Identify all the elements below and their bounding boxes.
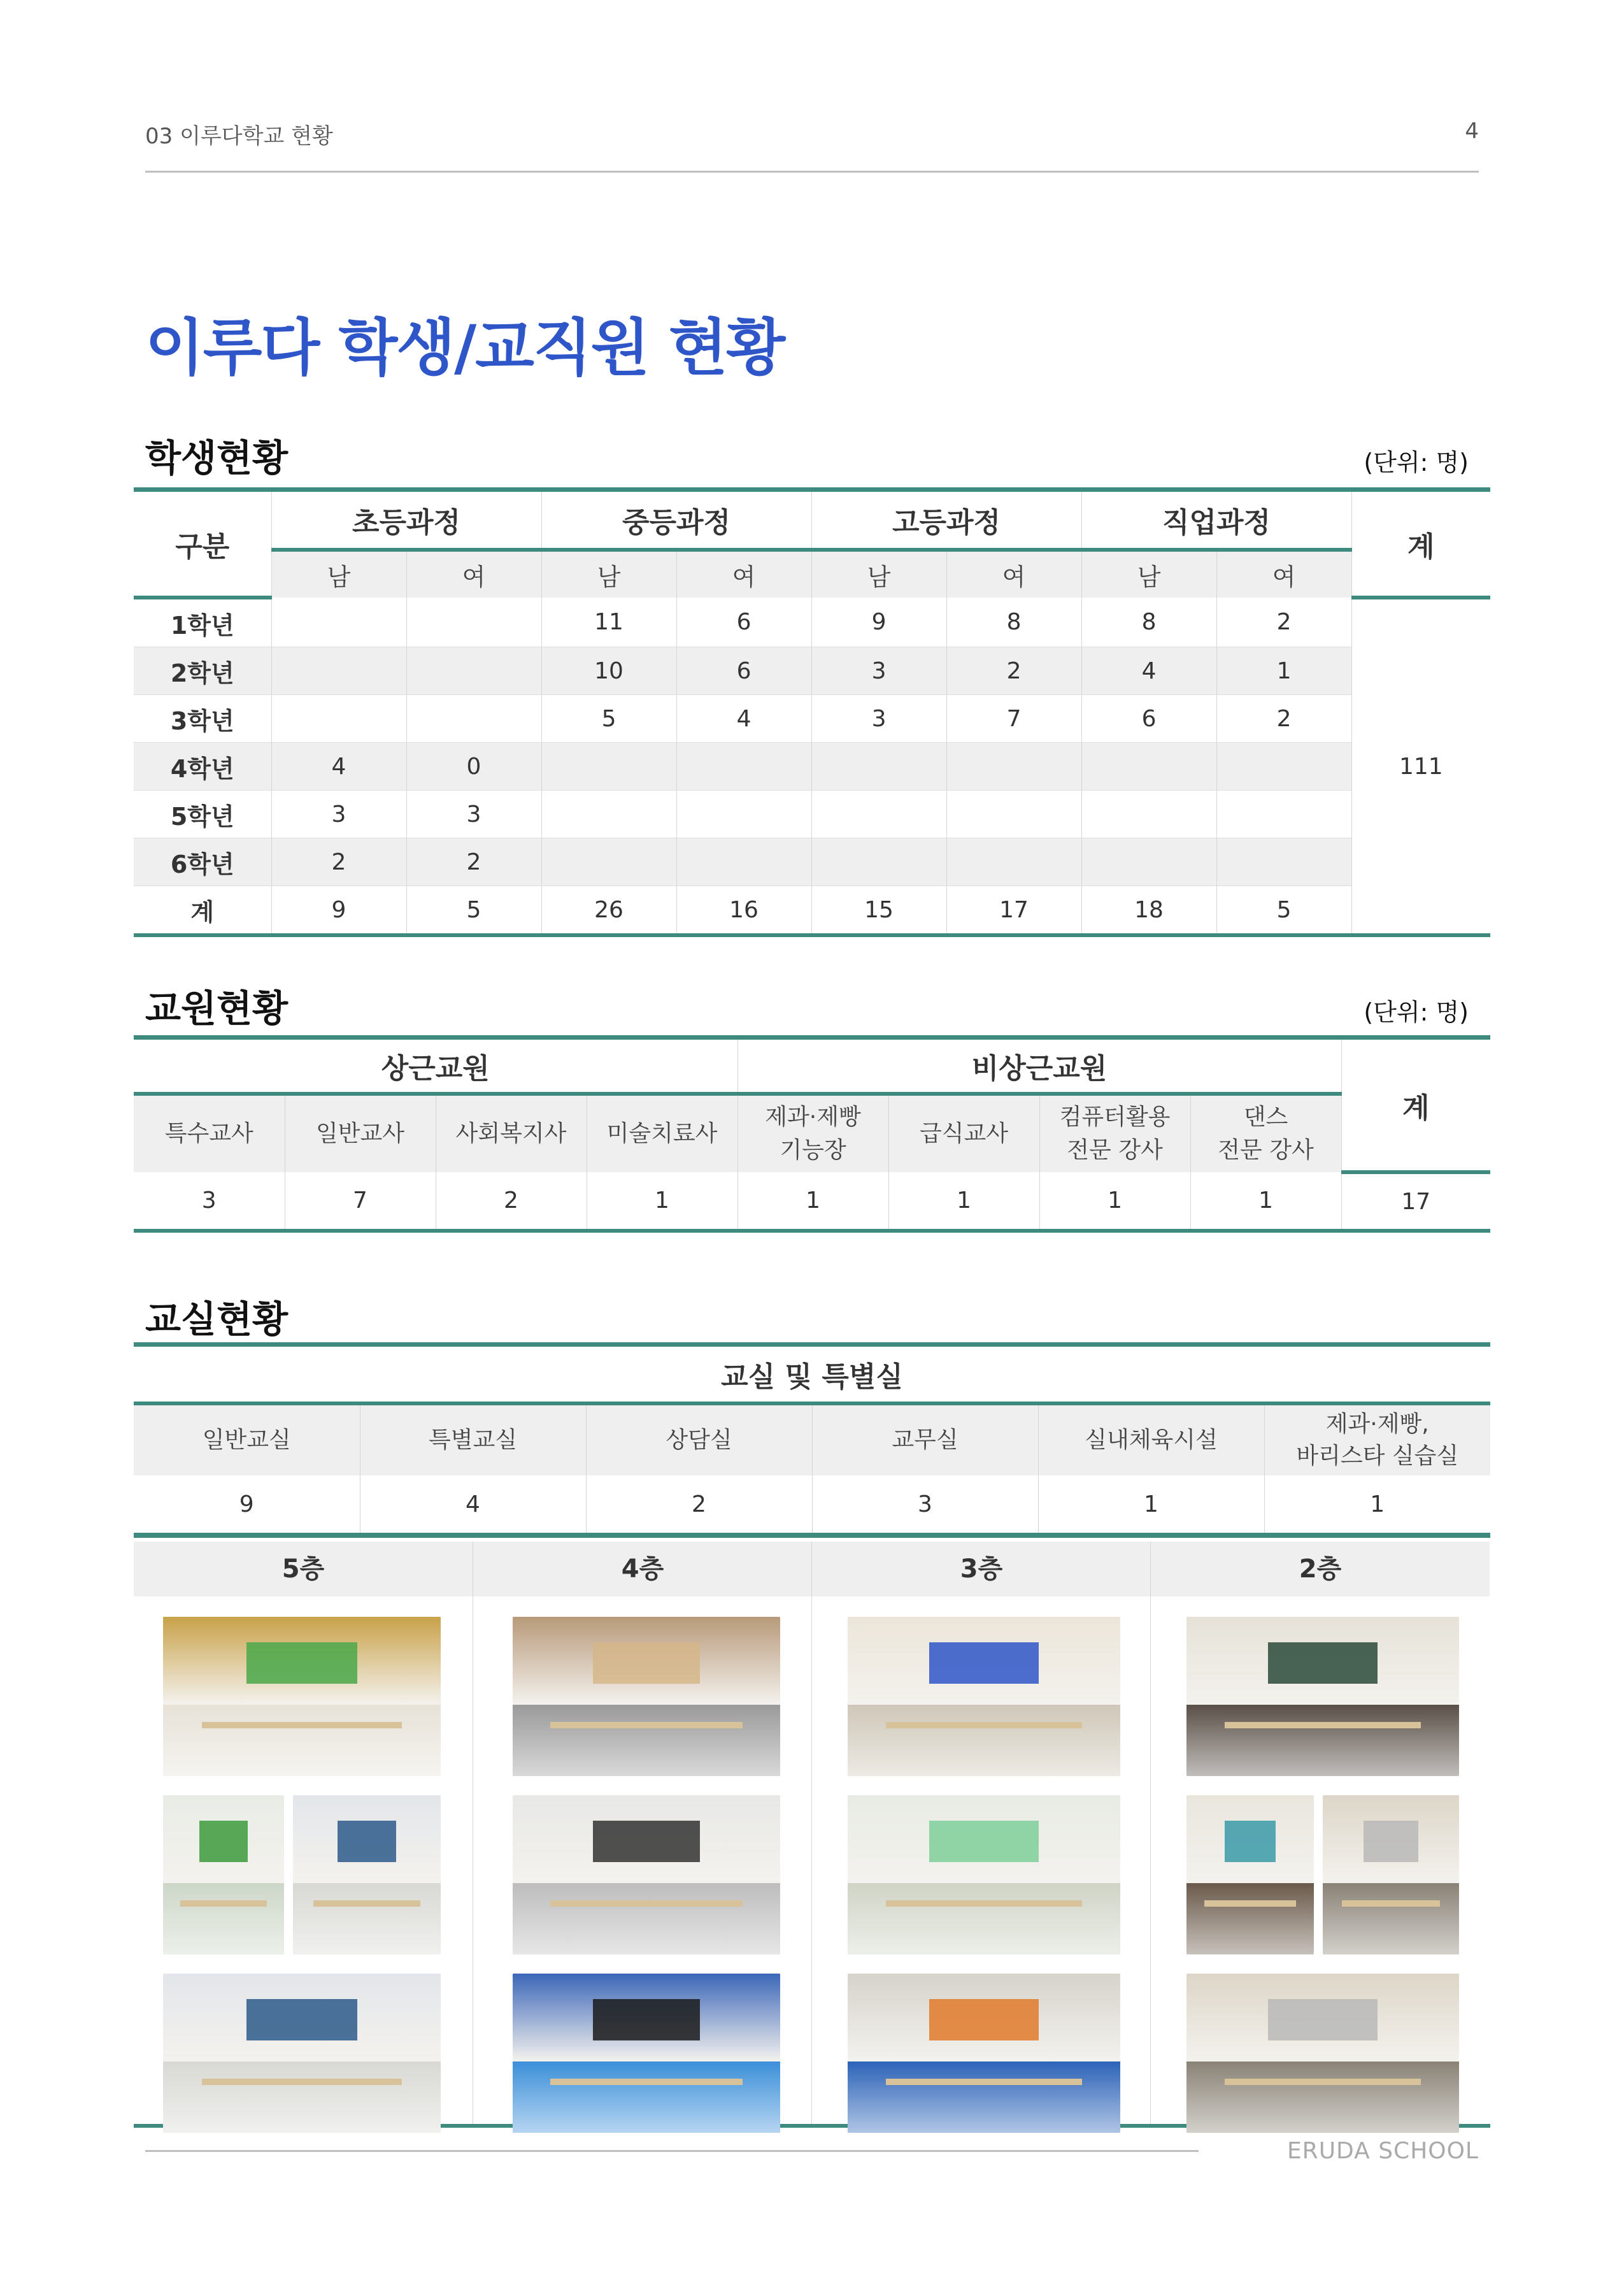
photo-floor xyxy=(848,2061,1120,2133)
room-type-header xyxy=(360,1403,586,1475)
teacher-role-header xyxy=(888,1094,1039,1172)
student-count-cell xyxy=(1081,743,1216,791)
student-count-cell xyxy=(676,838,811,886)
room-photo xyxy=(163,1617,441,1776)
student-row xyxy=(134,647,1490,695)
student-count-cell xyxy=(946,838,1081,886)
room-count-cell: 4 xyxy=(360,1475,586,1535)
photo-board xyxy=(1364,1821,1418,1862)
photo-floor xyxy=(848,1883,1120,1955)
student-count-cell xyxy=(271,647,406,695)
teacher-count-cell: 1 xyxy=(888,1172,1039,1231)
room-type-header xyxy=(134,1403,360,1475)
photo-board xyxy=(929,1999,1038,2040)
teacher-total-cell: 17 xyxy=(1341,1172,1490,1231)
group-header-elementary: 초등과정 xyxy=(271,490,541,550)
teacher-count-cell: 1 xyxy=(737,1172,888,1231)
photo-floor xyxy=(163,1705,441,1777)
photo-board xyxy=(199,1821,248,1862)
student-count-cell xyxy=(406,598,541,647)
student-count-cell: 5 xyxy=(541,695,676,743)
student-count-cell xyxy=(541,743,676,791)
photo-board xyxy=(1225,1821,1276,1862)
room-photo xyxy=(293,1795,441,1954)
student-count-cell: 9 xyxy=(271,886,406,936)
teacher-role-header xyxy=(134,1094,285,1172)
col-label-header: 구분 xyxy=(134,490,271,598)
student-count-cell: 2 xyxy=(1216,695,1351,743)
photo-desk xyxy=(886,1722,1082,1728)
room-type-line: 교무실 xyxy=(892,1427,958,1453)
student-table xyxy=(134,487,1490,937)
student-row xyxy=(134,838,1490,886)
teacher-role-line: 기능장 xyxy=(780,1137,846,1163)
row-label: 계 xyxy=(134,886,271,936)
nonregular-teachers-header: 비상근교원 xyxy=(737,1038,1341,1094)
room-count-cell: 1 xyxy=(1264,1475,1490,1535)
room-photo xyxy=(848,1617,1120,1776)
floor-column xyxy=(134,1542,473,2124)
gender-header: 여 xyxy=(946,550,1081,598)
footer-divider xyxy=(145,2150,1199,2152)
floor-label: 3층 xyxy=(812,1542,1151,1596)
group-header-middle: 중등과정 xyxy=(541,490,811,550)
room-type-header xyxy=(1038,1403,1264,1475)
photo-floor xyxy=(1186,1705,1459,1777)
room-type-header xyxy=(586,1403,812,1475)
student-count-cell xyxy=(811,791,946,838)
row-label: 4학년 xyxy=(134,743,271,791)
room-type-line: 특별교실 xyxy=(428,1427,518,1453)
teacher-role-line: 댄스 xyxy=(1243,1104,1288,1130)
room-photo xyxy=(1323,1795,1459,1954)
room-photo xyxy=(1186,1795,1314,1954)
photo-desk xyxy=(313,1900,420,1907)
photo-floor xyxy=(513,2061,780,2133)
student-row xyxy=(134,695,1490,743)
student-count-cell: 18 xyxy=(1081,886,1216,936)
student-row xyxy=(134,598,1490,647)
teacher-count-cell: 1 xyxy=(587,1172,737,1231)
teacher-role-line: 미술치료사 xyxy=(606,1121,718,1147)
classrooms-section-title: 교실현황 xyxy=(145,1298,288,1341)
teachers-section-title: 교원현황 xyxy=(145,987,288,1030)
teacher-role-line: 전문 강사 xyxy=(1218,1137,1314,1163)
room-count-cell: 9 xyxy=(134,1475,360,1535)
student-count-cell xyxy=(541,838,676,886)
teacher-role-header xyxy=(1039,1094,1190,1172)
student-count-cell: 11 xyxy=(541,598,676,647)
floor-column xyxy=(1150,1542,1490,2124)
teacher-count-cell: 1 xyxy=(1190,1172,1341,1231)
student-count-cell xyxy=(676,743,811,791)
student-count-cell: 0 xyxy=(406,743,541,791)
student-row xyxy=(134,886,1490,936)
photo-floor xyxy=(513,1883,780,1955)
student-count-cell: 3 xyxy=(811,695,946,743)
photo-floor xyxy=(1323,1883,1459,1955)
student-count-cell: 6 xyxy=(676,598,811,647)
photo-desk xyxy=(550,1722,743,1728)
photo-desk xyxy=(202,1722,402,1728)
teacher-role-line: 사회복지사 xyxy=(455,1121,567,1147)
photo-board xyxy=(246,1999,357,2040)
student-count-cell: 4 xyxy=(1081,647,1216,695)
photo-desk xyxy=(180,1900,267,1907)
student-count-cell: 6 xyxy=(1081,695,1216,743)
classroom-table xyxy=(134,1342,1490,1538)
photo-floor xyxy=(163,2061,441,2133)
student-count-cell: 5 xyxy=(406,886,541,936)
student-count-cell xyxy=(811,838,946,886)
teacher-role-header xyxy=(737,1094,888,1172)
room-type-header xyxy=(1264,1403,1490,1475)
photo-desk xyxy=(886,1900,1082,1907)
header-divider xyxy=(145,171,1479,173)
page-number: 4 xyxy=(1465,118,1479,144)
gender-header: 남 xyxy=(271,550,406,598)
photo-desk xyxy=(550,1900,743,1907)
students-section-title: 학생현황 xyxy=(145,436,288,480)
students-unit-note: (단위: 명) xyxy=(1364,448,1469,477)
teacher-role-line: 전문 강사 xyxy=(1067,1137,1163,1163)
photo-floor xyxy=(293,1883,441,1955)
student-count-cell: 4 xyxy=(676,695,811,743)
photo-desk xyxy=(886,2079,1082,2085)
teacher-count-cell: 1 xyxy=(1039,1172,1190,1231)
teacher-role-header xyxy=(436,1094,587,1172)
photo-desk xyxy=(1342,1900,1440,1907)
page-title: 이루다 학생/교직원 현황 xyxy=(145,312,785,384)
student-count-cell: 9 xyxy=(811,598,946,647)
student-row xyxy=(134,743,1490,791)
teacher-role-line: 특수교사 xyxy=(164,1121,253,1147)
floor-label: 2층 xyxy=(1151,1542,1490,1596)
photo-floor xyxy=(848,1705,1120,1777)
room-photo xyxy=(513,1974,780,2133)
teacher-role-line: 급식교사 xyxy=(919,1121,1009,1147)
total-header: 계 xyxy=(1351,490,1490,598)
room-photo xyxy=(513,1795,780,1954)
footer-brand: ERUDA SCHOOL xyxy=(1286,2138,1479,2164)
student-count-cell: 3 xyxy=(406,791,541,838)
teacher-role-line: 일반교사 xyxy=(315,1121,405,1147)
student-count-cell xyxy=(1216,791,1351,838)
room-type-header xyxy=(812,1403,1038,1475)
photo-board xyxy=(593,1821,700,1862)
teacher-role-line: 컴퓨터활용 xyxy=(1059,1104,1171,1130)
gender-header: 여 xyxy=(676,550,811,598)
group-header-vocational: 직업과정 xyxy=(1081,490,1351,550)
photo-desk xyxy=(202,2079,402,2085)
room-count-cell: 1 xyxy=(1038,1475,1264,1535)
room-photo xyxy=(1186,1617,1459,1776)
student-count-cell: 4 xyxy=(271,743,406,791)
photo-board xyxy=(338,1821,397,1862)
student-count-cell xyxy=(271,695,406,743)
student-count-cell: 1 xyxy=(1216,647,1351,695)
group-header-high: 고등과정 xyxy=(811,490,1081,550)
student-count-cell: 7 xyxy=(946,695,1081,743)
student-count-cell: 26 xyxy=(541,886,676,936)
student-count-cell: 5 xyxy=(1216,886,1351,936)
gender-header: 남 xyxy=(541,550,676,598)
row-label: 6학년 xyxy=(134,838,271,886)
room-type-line: 제과·제빵, xyxy=(1325,1411,1429,1437)
room-photo xyxy=(1186,1974,1459,2133)
student-count-cell: 2 xyxy=(271,838,406,886)
student-count-cell xyxy=(271,598,406,647)
teachers-unit-note: (단위: 명) xyxy=(1364,998,1469,1026)
student-count-cell xyxy=(1081,838,1216,886)
photo-floor xyxy=(513,1705,780,1777)
photo-board xyxy=(246,1642,357,1684)
gender-header: 남 xyxy=(811,550,946,598)
student-count-cell: 17 xyxy=(946,886,1081,936)
teacher-role-header xyxy=(1190,1094,1341,1172)
teacher-role-line: 제과·제빵 xyxy=(765,1104,861,1130)
student-count-cell xyxy=(1216,838,1351,886)
photo-board xyxy=(1268,1642,1377,1684)
room-photo xyxy=(163,1974,441,2133)
photo-desk xyxy=(1225,2079,1421,2085)
student-count-cell: 2 xyxy=(1216,598,1351,647)
row-label: 5학년 xyxy=(134,791,271,838)
student-count-cell xyxy=(1216,743,1351,791)
student-count-cell: 8 xyxy=(1081,598,1216,647)
teacher-role-header xyxy=(285,1094,436,1172)
student-count-cell: 2 xyxy=(946,647,1081,695)
photo-board xyxy=(929,1642,1038,1684)
photo-floor xyxy=(163,1883,284,1955)
room-type-line: 실내체육시설 xyxy=(1085,1427,1218,1453)
photo-desk xyxy=(550,2079,743,2085)
teacher-role-header xyxy=(587,1094,737,1172)
teacher-count-cell: 2 xyxy=(436,1172,587,1231)
row-label: 3학년 xyxy=(134,695,271,743)
floor-photo-grid xyxy=(134,1542,1490,2128)
room-count-cell: 3 xyxy=(812,1475,1038,1535)
classroom-header: 교실 및 특별실 xyxy=(134,1345,1490,1404)
student-count-cell xyxy=(406,695,541,743)
student-count-cell xyxy=(406,647,541,695)
student-count-cell: 10 xyxy=(541,647,676,695)
teacher-count-cell: 7 xyxy=(285,1172,436,1231)
regular-teachers-header: 상근교원 xyxy=(134,1038,737,1094)
photo-board xyxy=(929,1821,1038,1862)
row-label: 2학년 xyxy=(134,647,271,695)
grand-total-cell: 111 xyxy=(1351,598,1490,935)
room-type-line: 상담실 xyxy=(666,1427,732,1453)
room-photo xyxy=(163,1795,284,1954)
row-label: 1학년 xyxy=(134,598,271,647)
floor-label: 5층 xyxy=(134,1542,473,1596)
photo-board xyxy=(593,1999,700,2040)
student-count-cell xyxy=(946,743,1081,791)
floor-label: 4층 xyxy=(473,1542,812,1596)
room-photo xyxy=(848,1795,1120,1954)
floor-column xyxy=(811,1542,1151,2124)
photo-board xyxy=(593,1642,700,1684)
student-count-cell xyxy=(811,743,946,791)
student-row xyxy=(134,791,1490,838)
student-count-cell: 6 xyxy=(676,647,811,695)
student-count-cell: 15 xyxy=(811,886,946,936)
student-count-cell xyxy=(1081,791,1216,838)
gender-header: 여 xyxy=(1216,550,1351,598)
room-count-cell: 2 xyxy=(586,1475,812,1535)
gender-header: 여 xyxy=(406,550,541,598)
student-count-cell xyxy=(541,791,676,838)
room-photo xyxy=(513,1617,780,1776)
photo-desk xyxy=(1225,1722,1421,1728)
student-count-cell xyxy=(946,791,1081,838)
photo-board xyxy=(1268,1999,1377,2040)
student-count-cell: 3 xyxy=(271,791,406,838)
gender-header: 남 xyxy=(1081,550,1216,598)
photo-floor xyxy=(1186,1883,1314,1955)
header-section-label: 03 이루다학교 현황 xyxy=(145,124,333,149)
room-type-line: 일반교실 xyxy=(202,1427,291,1453)
student-count-cell: 2 xyxy=(406,838,541,886)
photo-floor xyxy=(1186,2061,1459,2133)
teacher-table xyxy=(134,1035,1490,1233)
room-type-line: 바리스타 실습실 xyxy=(1296,1443,1459,1469)
student-count-cell: 16 xyxy=(676,886,811,936)
student-count-cell: 8 xyxy=(946,598,1081,647)
photo-desk xyxy=(1204,1900,1296,1907)
teacher-count-cell: 3 xyxy=(134,1172,285,1231)
teachers-total-header: 계 xyxy=(1341,1038,1490,1173)
student-count-cell: 3 xyxy=(811,647,946,695)
student-count-cell xyxy=(676,791,811,838)
room-photo xyxy=(848,1974,1120,2133)
floor-column xyxy=(473,1542,812,2124)
